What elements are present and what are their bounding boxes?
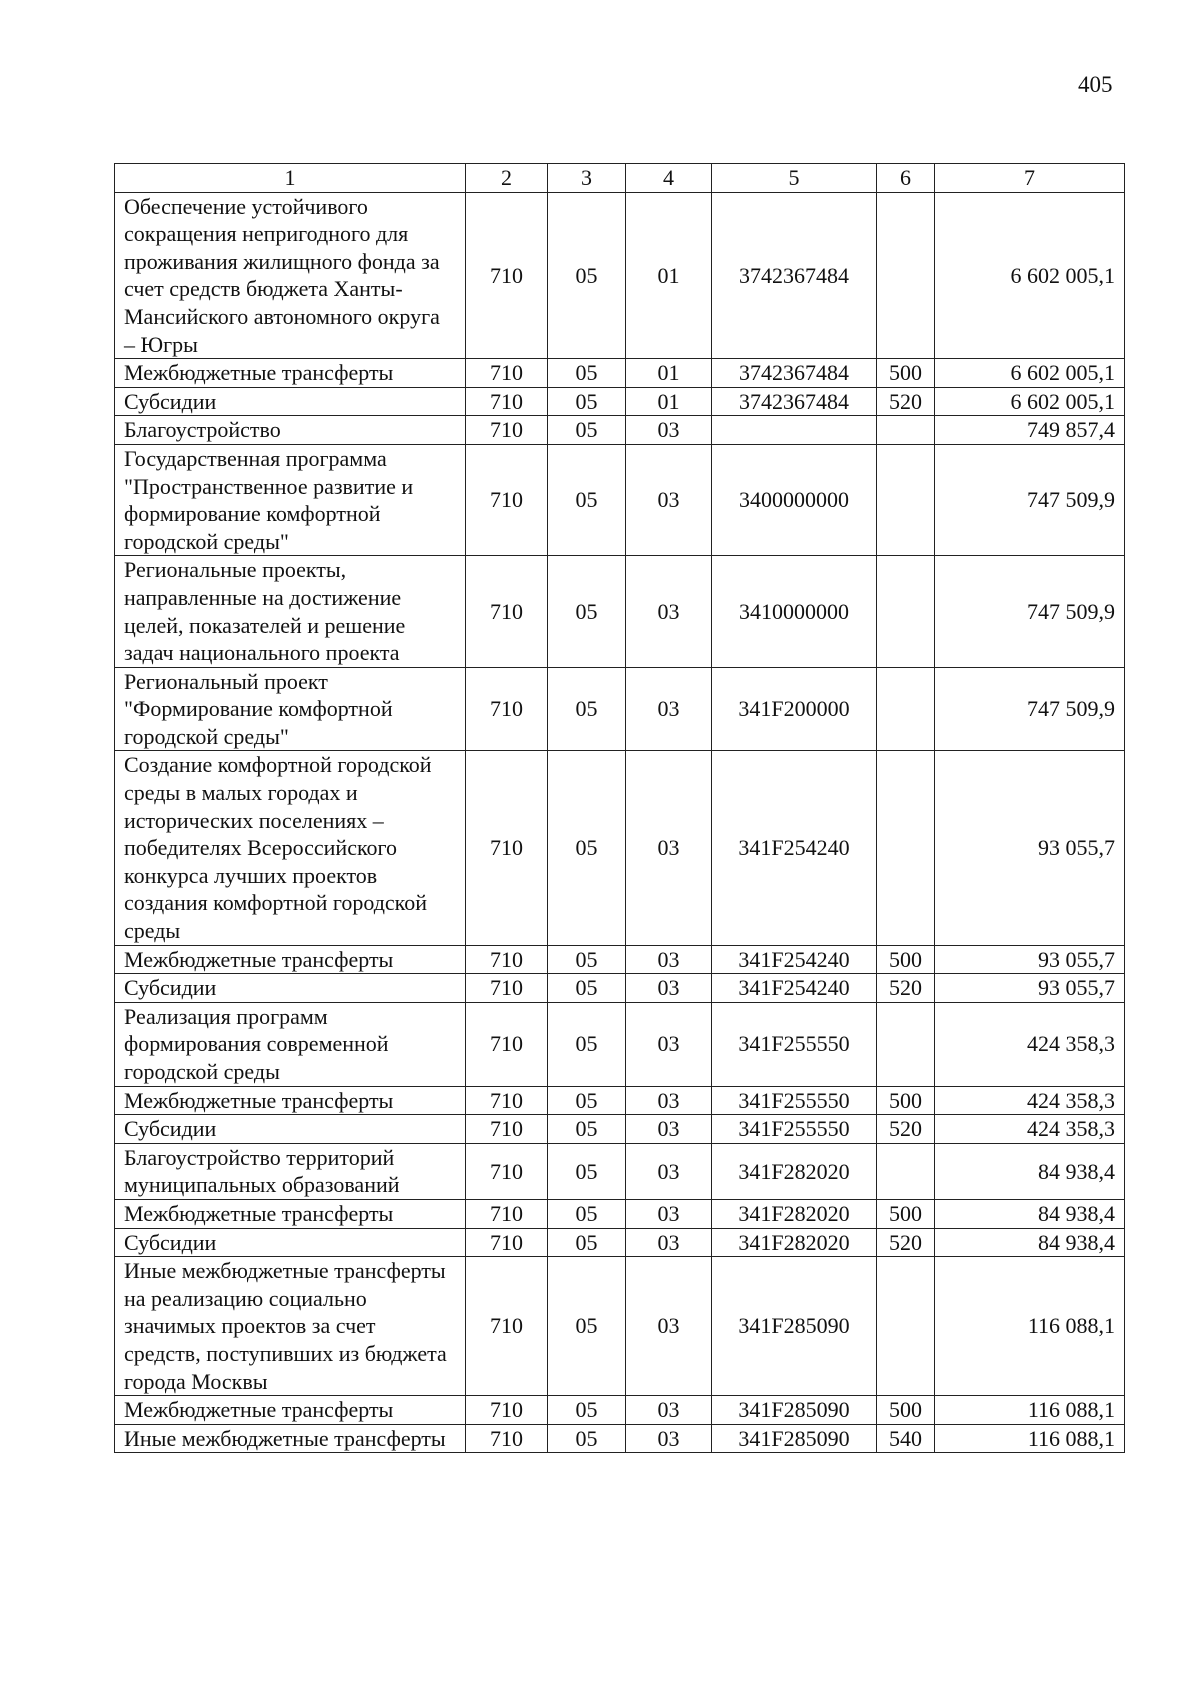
- chapter-code-cell: 710: [466, 1115, 548, 1144]
- target-article-cell: 341F200000: [712, 667, 877, 751]
- expense-type-cell: [877, 444, 935, 555]
- table-row: [115, 387, 1125, 416]
- column-header: 7: [935, 164, 1125, 193]
- table-row: [115, 1115, 1125, 1144]
- chapter-code-cell: 710: [466, 945, 548, 974]
- subsection-code-cell: 03: [626, 1424, 712, 1453]
- target-article-cell: 3742367484: [712, 192, 877, 359]
- subsection-code-cell: 03: [626, 751, 712, 945]
- section-code-cell: 05: [548, 1199, 626, 1228]
- subsection-code-cell: 03: [626, 1086, 712, 1115]
- column-header: 5: [712, 164, 877, 193]
- section-code-cell: 05: [548, 556, 626, 667]
- row-name-cell: Субсидии: [115, 974, 466, 1003]
- section-code-cell: 05: [548, 1396, 626, 1425]
- expense-type-cell: 520: [877, 1115, 935, 1144]
- table-row: [115, 444, 1125, 555]
- subsection-code-cell: 03: [626, 1228, 712, 1257]
- section-code-cell: 05: [548, 1257, 626, 1396]
- row-name-cell: Иные межбюджетные трансферты на реализацию социально значимых проектов за счет средств, поступивших из бюджета города Москвы: [115, 1257, 466, 1396]
- subsection-code-cell: 03: [626, 1396, 712, 1425]
- chapter-code-cell: 710: [466, 1143, 548, 1199]
- row-name-cell: Субсидии: [115, 387, 466, 416]
- table-body: [115, 192, 1125, 1453]
- amount-cell: 6 602 005,1: [935, 359, 1125, 388]
- section-code-cell: 05: [548, 1228, 626, 1257]
- amount-cell: 749 857,4: [935, 416, 1125, 445]
- chapter-code-cell: 710: [466, 1424, 548, 1453]
- section-code-cell: 05: [548, 192, 626, 359]
- chapter-code-cell: 710: [466, 667, 548, 751]
- amount-cell: 84 938,4: [935, 1143, 1125, 1199]
- expense-type-cell: 520: [877, 1228, 935, 1257]
- amount-cell: 116 088,1: [935, 1396, 1125, 1425]
- expense-type-cell: 520: [877, 387, 935, 416]
- column-header: 1: [115, 164, 466, 193]
- table-row: [115, 1396, 1125, 1425]
- page-number: 405: [1078, 72, 1113, 97]
- target-article-cell: 3400000000: [712, 444, 877, 555]
- row-name-cell: Субсидии: [115, 1115, 466, 1144]
- expense-type-cell: [877, 1002, 935, 1086]
- amount-cell: 6 602 005,1: [935, 192, 1125, 359]
- table-row: [115, 556, 1125, 667]
- target-article-cell: 341F285090: [712, 1396, 877, 1425]
- table-row: [115, 1086, 1125, 1115]
- row-name-cell: Иные межбюджетные трансферты: [115, 1424, 466, 1453]
- amount-cell: 6 602 005,1: [935, 387, 1125, 416]
- amount-cell: 116 088,1: [935, 1257, 1125, 1396]
- table-row: [115, 1002, 1125, 1086]
- target-article-cell: 3742367484: [712, 387, 877, 416]
- subsection-code-cell: 03: [626, 1002, 712, 1086]
- expense-type-cell: 500: [877, 359, 935, 388]
- target-article-cell: 341F254240: [712, 945, 877, 974]
- expense-type-cell: [877, 667, 935, 751]
- row-name-cell: Реализация программ формирования современной городской среды: [115, 1002, 466, 1086]
- amount-cell: 424 358,3: [935, 1086, 1125, 1115]
- target-article-cell: 341F255550: [712, 1086, 877, 1115]
- row-name-cell: Региональные проекты, направленные на достижение целей, показателей и решение задач национального проекта: [115, 556, 466, 667]
- subsection-code-cell: 03: [626, 667, 712, 751]
- table-row: [115, 192, 1125, 359]
- section-code-cell: 05: [548, 1115, 626, 1144]
- column-header: 3: [548, 164, 626, 193]
- expense-type-cell: 520: [877, 974, 935, 1003]
- table-row: [115, 1257, 1125, 1396]
- row-name-cell: Государственная программа "Пространственное развитие и формирование комфортной городской среды": [115, 444, 466, 555]
- table-row: [115, 667, 1125, 751]
- subsection-code-cell: 01: [626, 387, 712, 416]
- table-row: [115, 974, 1125, 1003]
- section-code-cell: 05: [548, 444, 626, 555]
- row-name-cell: Субсидии: [115, 1228, 466, 1257]
- expense-type-cell: 500: [877, 945, 935, 974]
- row-name-cell: Межбюджетные трансферты: [115, 359, 466, 388]
- section-code-cell: 05: [548, 974, 626, 1003]
- chapter-code-cell: 710: [466, 1199, 548, 1228]
- chapter-code-cell: 710: [466, 1396, 548, 1425]
- amount-cell: 424 358,3: [935, 1002, 1125, 1086]
- amount-cell: 93 055,7: [935, 945, 1125, 974]
- expense-type-cell: 500: [877, 1199, 935, 1228]
- section-code-cell: 05: [548, 1424, 626, 1453]
- subsection-code-cell: 03: [626, 444, 712, 555]
- amount-cell: 116 088,1: [935, 1424, 1125, 1453]
- subsection-code-cell: 03: [626, 416, 712, 445]
- expense-type-cell: 540: [877, 1424, 935, 1453]
- amount-cell: 93 055,7: [935, 974, 1125, 1003]
- chapter-code-cell: 710: [466, 1257, 548, 1396]
- table-row: [115, 1199, 1125, 1228]
- expense-type-cell: [877, 751, 935, 945]
- target-article-cell: 341F285090: [712, 1424, 877, 1453]
- subsection-code-cell: 03: [626, 1257, 712, 1396]
- target-article-cell: 341F282020: [712, 1199, 877, 1228]
- table-row: [115, 1228, 1125, 1257]
- section-code-cell: 05: [548, 751, 626, 945]
- chapter-code-cell: 710: [466, 359, 548, 388]
- amount-cell: 93 055,7: [935, 751, 1125, 945]
- row-name-cell: Межбюджетные трансферты: [115, 1086, 466, 1115]
- table-row: [115, 1424, 1125, 1453]
- amount-cell: 747 509,9: [935, 667, 1125, 751]
- table-row: [115, 359, 1125, 388]
- target-article-cell: 3410000000: [712, 556, 877, 667]
- amount-cell: 84 938,4: [935, 1199, 1125, 1228]
- chapter-code-cell: 710: [466, 416, 548, 445]
- table-row: [115, 1143, 1125, 1199]
- row-name-cell: Благоустройство: [115, 416, 466, 445]
- budget-table: [114, 163, 1125, 1453]
- row-name-cell: Межбюджетные трансферты: [115, 945, 466, 974]
- chapter-code-cell: 710: [466, 192, 548, 359]
- target-article-cell: 341F255550: [712, 1115, 877, 1144]
- target-article-cell: 341F254240: [712, 751, 877, 945]
- subsection-code-cell: 03: [626, 556, 712, 667]
- expense-type-cell: 500: [877, 1086, 935, 1115]
- column-header: 4: [626, 164, 712, 193]
- subsection-code-cell: 03: [626, 1115, 712, 1144]
- amount-cell: 747 509,9: [935, 444, 1125, 555]
- chapter-code-cell: 710: [466, 387, 548, 416]
- amount-cell: 424 358,3: [935, 1115, 1125, 1144]
- column-header: 2: [466, 164, 548, 193]
- section-code-cell: 05: [548, 667, 626, 751]
- subsection-code-cell: 03: [626, 1199, 712, 1228]
- target-article-cell: 3742367484: [712, 359, 877, 388]
- row-name-cell: Межбюджетные трансферты: [115, 1396, 466, 1425]
- expense-type-cell: [877, 1257, 935, 1396]
- chapter-code-cell: 710: [466, 1086, 548, 1115]
- chapter-code-cell: 710: [466, 751, 548, 945]
- target-article-cell: 341F285090: [712, 1257, 877, 1396]
- row-name-cell: Межбюджетные трансферты: [115, 1199, 466, 1228]
- chapter-code-cell: 710: [466, 556, 548, 667]
- subsection-code-cell: 03: [626, 974, 712, 1003]
- table-row: [115, 751, 1125, 945]
- expense-type-cell: [877, 192, 935, 359]
- chapter-code-cell: 710: [466, 1002, 548, 1086]
- table-row: [115, 945, 1125, 974]
- expense-type-cell: 500: [877, 1396, 935, 1425]
- row-name-cell: Создание комфортной городской среды в малых городах и исторических поселениях – победителях Всероссийского конкурса лучших проектов создания комфортной городской среды: [115, 751, 466, 945]
- row-name-cell: Благоустройство территорий муниципальных образований: [115, 1143, 466, 1199]
- amount-cell: 84 938,4: [935, 1228, 1125, 1257]
- section-code-cell: 05: [548, 1143, 626, 1199]
- expense-type-cell: [877, 1143, 935, 1199]
- target-article-cell: [712, 416, 877, 445]
- subsection-code-cell: 01: [626, 192, 712, 359]
- target-article-cell: 341F282020: [712, 1143, 877, 1199]
- subsection-code-cell: 03: [626, 945, 712, 974]
- expense-type-cell: [877, 556, 935, 667]
- target-article-cell: 341F282020: [712, 1228, 877, 1257]
- section-code-cell: 05: [548, 1086, 626, 1115]
- table-header-row: [115, 164, 1125, 193]
- column-header: 6: [877, 164, 935, 193]
- table-row: [115, 416, 1125, 445]
- section-code-cell: 05: [548, 359, 626, 388]
- section-code-cell: 05: [548, 1002, 626, 1086]
- expense-type-cell: [877, 416, 935, 445]
- subsection-code-cell: 03: [626, 1143, 712, 1199]
- amount-cell: 747 509,9: [935, 556, 1125, 667]
- chapter-code-cell: 710: [466, 974, 548, 1003]
- section-code-cell: 05: [548, 416, 626, 445]
- subsection-code-cell: 01: [626, 359, 712, 388]
- chapter-code-cell: 710: [466, 1228, 548, 1257]
- section-code-cell: 05: [548, 387, 626, 416]
- target-article-cell: 341F255550: [712, 1002, 877, 1086]
- section-code-cell: 05: [548, 945, 626, 974]
- chapter-code-cell: 710: [466, 444, 548, 555]
- row-name-cell: Обеспечение устойчивого сокращения непригодного для проживания жилищного фонда за счет средств бюджета Ханты-Мансийского автономного округа – Югры: [115, 192, 466, 359]
- target-article-cell: 341F254240: [712, 974, 877, 1003]
- row-name-cell: Региональный проект "Формирование комфортной городской среды": [115, 667, 466, 751]
